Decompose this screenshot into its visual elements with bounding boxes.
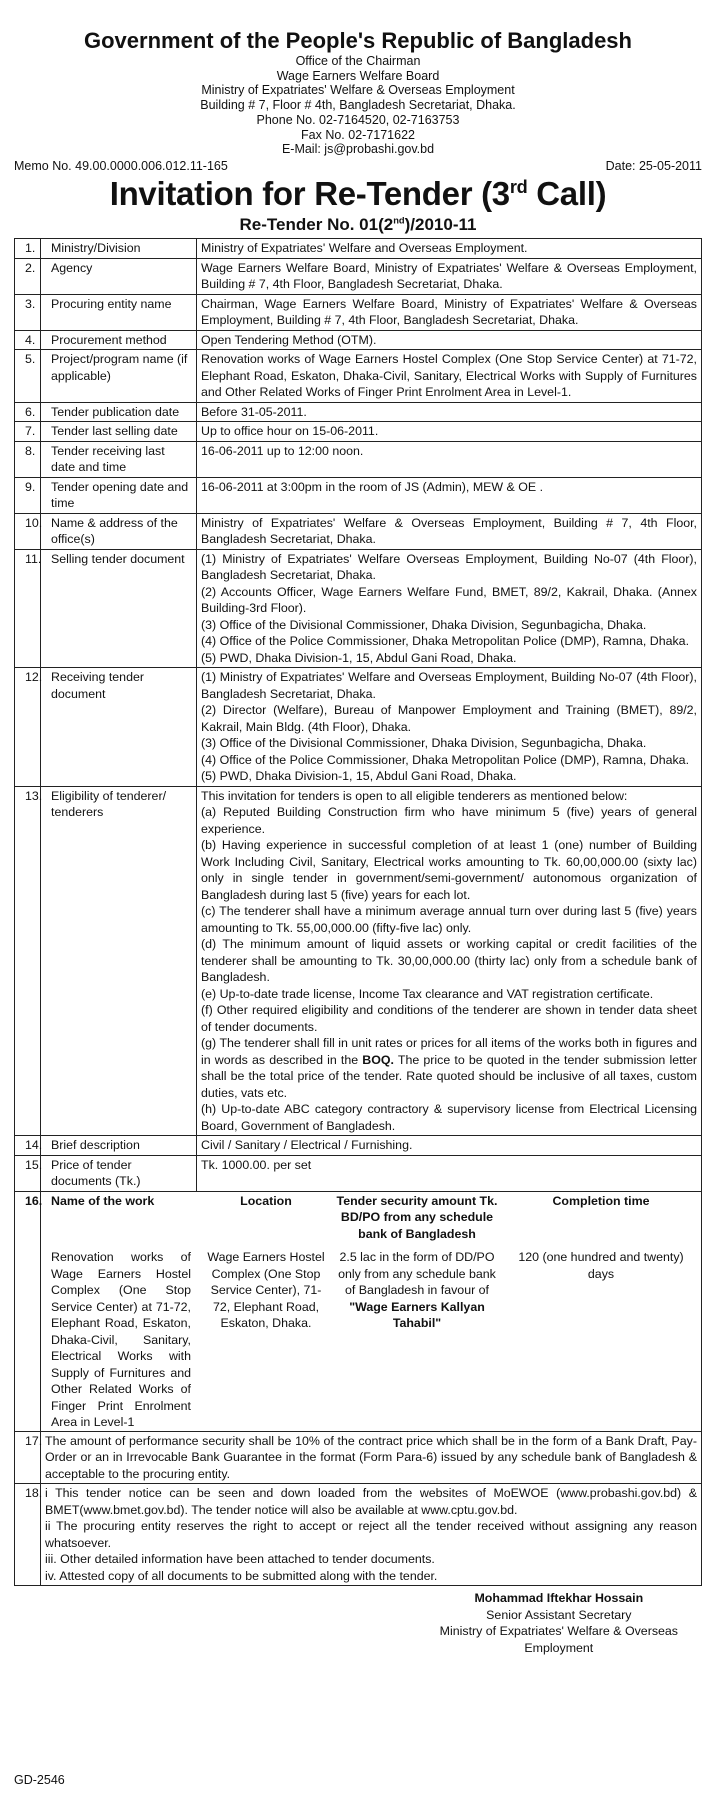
row-value: Open Tendering Method (OTM). bbox=[197, 330, 702, 350]
row-number: 15. bbox=[15, 1155, 41, 1191]
signature-block bbox=[14, 1590, 702, 1656]
table-row bbox=[15, 1191, 702, 1431]
row-label: Selling tender document bbox=[41, 549, 197, 668]
board-line: Wage Earners Welfare Board bbox=[276, 68, 440, 83]
row-number: 12. bbox=[15, 668, 41, 787]
work-header: Name of the work bbox=[51, 1193, 155, 1208]
row-number: 10. bbox=[15, 513, 41, 549]
row-label: Eligibility of tenderer/ tenderers bbox=[41, 786, 197, 1136]
table-row bbox=[15, 668, 702, 787]
row-value: Civil / Sanitary / Electrical / Furnishing. bbox=[197, 1136, 702, 1156]
tender-details-table bbox=[14, 238, 702, 1586]
row-number: 9. bbox=[15, 477, 41, 513]
memo-row bbox=[14, 159, 702, 173]
list-item: ii The procuring entity reserves the right to accept or reject all the tender received without assigning any reason whatsoever. bbox=[45, 1519, 697, 1550]
table-row bbox=[15, 513, 702, 549]
letterhead bbox=[14, 28, 702, 157]
row-value: Renovation works of Wage Earners Hostel Complex (One Stop Service Center) at 71-72, Elephant Road, Eskaton, Dhaka-Civil, Sanitary, Electrical Works with Supply of Furnitures and Other Related Works of Finger Print Enrolment Area in Level-1. bbox=[197, 350, 702, 403]
row-label: Procurement method bbox=[41, 330, 197, 350]
list-item: (e) Up-to-date trade license, Income Tax clearance and VAT registration certificate. bbox=[201, 986, 654, 1001]
fax-line: Fax No. 02-7171622 bbox=[301, 127, 415, 142]
row-number: 13. bbox=[15, 786, 41, 1136]
table-row bbox=[15, 239, 702, 259]
works-header-row bbox=[41, 1192, 701, 1244]
row-number: 8. bbox=[15, 441, 41, 477]
list-item: (b) Having experience in successful completion of at least 1 (one) number of Building Work Including Civil, Sanitary, Electrical works amounting to Tk. 60,00,000.00 (sixty lac) only in single tender in government/semi-government/ autonomous organization of Bangladesh during last 5 (five) years for each lot. bbox=[201, 838, 697, 902]
email-line: E-Mail: js@probashi.gov.bd bbox=[281, 142, 435, 157]
row-label: Tender opening date and time bbox=[41, 477, 197, 513]
row-label: Ministry/Division bbox=[41, 239, 197, 259]
list-item: (5) PWD, Dhaka Division-1, 15, Abdul Gani Road, Dhaka. bbox=[201, 769, 517, 784]
memo-number: Memo No. 49.00.0000.006.012.11-165 bbox=[14, 159, 228, 174]
row-value: 16-06-2011 at 3:00pm in the room of JS (Admin), MEW & OE . bbox=[197, 477, 702, 513]
table-row bbox=[15, 441, 702, 477]
security-payee: "Wage Earners Kallyan Tahabil" bbox=[349, 1299, 485, 1331]
address-line: Building # 7, Floor # 4th, Bangladesh Secretariat, Dhaka. bbox=[200, 98, 516, 113]
row-label: Tender last selling date bbox=[41, 422, 197, 442]
phone-line: Phone No. 02-7164520, 02-7163753 bbox=[256, 112, 460, 127]
row-number: 17. bbox=[15, 1431, 41, 1484]
row-label: Procuring entity name bbox=[41, 294, 197, 330]
subtitle-text: Re-Tender No. 01(2 bbox=[239, 215, 394, 235]
government-name: Government of the People's Republic of Bangladesh bbox=[84, 28, 632, 53]
table-row bbox=[15, 1136, 702, 1156]
list-item: (3) Office of the Divisional Commissioner, Dhaka Division, Segunbagicha, Dhaka. bbox=[201, 617, 647, 632]
row-number: 1. bbox=[15, 239, 41, 259]
selling-locations bbox=[197, 549, 702, 668]
row-label: Project/program name (if applicable) bbox=[41, 350, 197, 403]
row-number: 14. bbox=[15, 1136, 41, 1156]
eligibility-criteria bbox=[197, 786, 702, 1136]
row-value: 16-06-2011 up to 12:00 noon. bbox=[197, 441, 702, 477]
row-value: Ministry of Expatriates' Welfare and Overseas Employment. bbox=[197, 239, 702, 259]
tender-number bbox=[14, 215, 702, 235]
row-label: Price of tender documents (Tk.) bbox=[41, 1155, 197, 1191]
list-item-g bbox=[201, 1035, 697, 1101]
works-cell bbox=[41, 1191, 702, 1431]
list-item: (c) The tenderer shall have a minimum average annual turn over during last 5 (five) years amounting to Tk. 55,00,000.00 (fifty-five lac) only. bbox=[201, 904, 697, 935]
table-row bbox=[15, 1431, 702, 1484]
completion-time: 120 (one hundred and twenty) days bbox=[518, 1250, 684, 1281]
row-number: 16. bbox=[15, 1191, 41, 1431]
table-row bbox=[15, 1484, 702, 1586]
title-sup: rd bbox=[509, 177, 528, 198]
additional-notes bbox=[41, 1484, 702, 1586]
security-text: 2.5 lac in the form of DD/PO only from any schedule bank of Bangladesh in favour of bbox=[338, 1250, 496, 1298]
row-number: 18. bbox=[15, 1484, 41, 1586]
table-row bbox=[15, 350, 702, 403]
completion-header: Completion time bbox=[552, 1193, 650, 1208]
row-number: 11. bbox=[15, 549, 41, 668]
g-text-before: (g) The tenderer shall fill in unit rates or prices for all items of the works both in figures and in words as described in the bbox=[201, 1036, 697, 1067]
row-label: Tender receiving last date and time bbox=[41, 441, 197, 477]
table-row bbox=[15, 786, 702, 1136]
signatory-name: Mohammad Iftekhar Hossain bbox=[474, 1591, 644, 1606]
list-item: (a) Reputed Building Construction firm who have minimum 5 (five) years of general experience. bbox=[201, 805, 697, 836]
table-row bbox=[15, 477, 702, 513]
boq-term: BOQ. bbox=[362, 1052, 394, 1067]
signatory-org-cont: Employment bbox=[524, 1640, 594, 1655]
page-title bbox=[14, 175, 702, 213]
list-item: iv. Attested copy of all documents to be submitted along with the tender. bbox=[45, 1568, 438, 1583]
table-row bbox=[15, 330, 702, 350]
row-number: 4. bbox=[15, 330, 41, 350]
ministry-line: Ministry of Expatriates' Welfare & Overseas Employment bbox=[201, 83, 515, 98]
tender-security bbox=[333, 1243, 501, 1431]
works-table bbox=[41, 1192, 701, 1431]
row-label: Brief description bbox=[41, 1136, 197, 1156]
row-value: Chairman, Wage Earners Welfare Board, Ministry of Expatriates' Welfare & Overseas Employment, Building # 7, 4th Floor, Bangladesh Secretariat, Dhaka. bbox=[197, 294, 702, 330]
list-item: (f) Other required eligibility and conditions of the tenderer are shown in tender data sheet of tender documents. bbox=[201, 1003, 697, 1034]
signatory-title: Senior Assistant Secretary bbox=[486, 1607, 632, 1622]
table-row bbox=[15, 422, 702, 442]
memo-date: Date: 25-05-2011 bbox=[605, 159, 702, 174]
table-row bbox=[15, 402, 702, 422]
row-number: 5. bbox=[15, 350, 41, 403]
row-number: 3. bbox=[15, 294, 41, 330]
receiving-locations bbox=[197, 668, 702, 787]
list-item: (4) Office of the Police Commissioner, Dhaka Metropolitan Police (DMP), Ramna, Dhaka. bbox=[201, 634, 690, 649]
row-number: 2. bbox=[15, 258, 41, 294]
eligibility-intro: This invitation for tenders is open to all eligible tenderers as mentioned below: bbox=[201, 788, 628, 803]
subtitle-end: )/2010-11 bbox=[404, 215, 477, 235]
signatory-org: Ministry of Expatriates' Welfare & Overseas bbox=[439, 1624, 678, 1639]
row-number: 7. bbox=[15, 422, 41, 442]
row-value: Before 31-05-2011. bbox=[197, 402, 702, 422]
performance-security: The amount of performance security shall be 10% of the contract price which shall be in the form of a Bank Draft, Pay-Order or an in Irrevocable Bank Guarantee in the format (Form Para-6) issued by any schedule bank of Bangladesh & acceptable to the procuring entity. bbox=[41, 1431, 702, 1484]
row-value: Ministry of Expatriates' Welfare & Overseas Employment, Building # 7, 4th Floor, Bangladesh Secretariat, Dhaka. bbox=[197, 513, 702, 549]
list-item: (d) The minimum amount of liquid assets or working capital or credit facilities of the tenderer shall be amounting to Tk. 30,00,000.00 (thirty lac) only from a schedule bank of Bangladesh. bbox=[201, 937, 697, 985]
row-value: Tk. 1000.00. per set bbox=[197, 1155, 702, 1191]
row-value: Wage Earners Welfare Board, Ministry of Expatriates' Welfare & Overseas Employment, Building # 7, 4th Floor, Bangladesh Secretariat, Dhaka. bbox=[197, 258, 702, 294]
row-value: Up to office hour on 15-06-2011. bbox=[197, 422, 702, 442]
table-row bbox=[15, 549, 702, 668]
list-item: (3) Office of the Divisional Commissioner, Dhaka Division, Segunbagicha, Dhaka. bbox=[201, 736, 647, 751]
list-item: (2) Accounts Officer, Wage Earners Welfare Fund, BMET, 89/2, Kakrail, Dhaka. (Annex Building-3rd Floor). bbox=[201, 584, 697, 616]
row-label: Name & address of the office(s) bbox=[41, 513, 197, 549]
title-end: Call) bbox=[527, 175, 607, 213]
list-item: (5) PWD, Dhaka Division-1, 15, Abdul Gani Road, Dhaka. bbox=[201, 650, 517, 665]
works-row bbox=[41, 1243, 701, 1431]
security-header: Tender security amount Tk. BD/PO from any schedule bank of Bangladesh bbox=[336, 1193, 498, 1241]
work-location: Wage Earners Hostel Complex (One Stop Service Center), 71-72, Elephant Road, Eskaton, Dhaka. bbox=[207, 1250, 325, 1331]
list-item: (1) Ministry of Expatriates' Welfare Overseas Employment, Building No-07 (4th Floor), Bangladesh Secretariat, Dhaka. bbox=[201, 551, 697, 583]
list-item: (1) Ministry of Expatriates' Welfare and Overseas Employment, Building No-07 (4th Floor), Bangladesh Secretariat, Dhaka. bbox=[201, 670, 697, 701]
table-row bbox=[15, 1155, 702, 1191]
row-label: Agency bbox=[41, 258, 197, 294]
row-number: 6. bbox=[15, 402, 41, 422]
list-item: (h) Up-to-date ABC category contractory & supervisory license from Electrical Licensing Board, Government of Bangladesh. bbox=[201, 1102, 697, 1133]
gd-code: GD-2546 bbox=[14, 1773, 65, 1787]
list-item: (4) Office of the Police Commissioner, Dhaka Metropolitan Police (DMP), Ramna, Dhaka. bbox=[201, 752, 690, 767]
list-item: iii. Other detailed information have been attached to tender documents. bbox=[45, 1552, 435, 1567]
location-header: Location bbox=[240, 1193, 292, 1208]
list-item: (2) Director (Welfare), Bureau of Manpower Employment and Training (BMET), 89/2, Kakrail, Main Bldg. (4th Floor), Dhaka. bbox=[201, 703, 697, 734]
subtitle-sup: nd bbox=[393, 215, 405, 226]
title-text: Invitation for Re-Tender (3 bbox=[109, 175, 510, 213]
row-label: Receiving tender document bbox=[41, 668, 197, 787]
list-item: i This tender notice can be seen and down loaded from the websites of MoEWOE (www.probashi.gov.bd) & BMET(www.bmet.gov.bd). The tender notice will also be available at www.cptu.gov.bd. bbox=[45, 1486, 697, 1517]
office-line: Office of the Chairman bbox=[295, 53, 421, 68]
row-label: Tender publication date bbox=[41, 402, 197, 422]
work-name: Renovation works of Wage Earners Hostel Complex (One Stop Service Center) at 71-72, Elephant Road, Eskaton, Dhaka-Civil, Sanitary, Electrical Works with Supply of Furnitures and Other Related Works of Finger Print Enrolment Area in Level-1 bbox=[51, 1250, 191, 1430]
g-text-after: The price to be quoted in the tender submission letter shall be the total price of the tender. Rate quoted should be inclusive of all taxes, custom duties, vats etc. bbox=[201, 1052, 698, 1100]
table-row bbox=[15, 294, 702, 330]
table-row bbox=[15, 258, 702, 294]
